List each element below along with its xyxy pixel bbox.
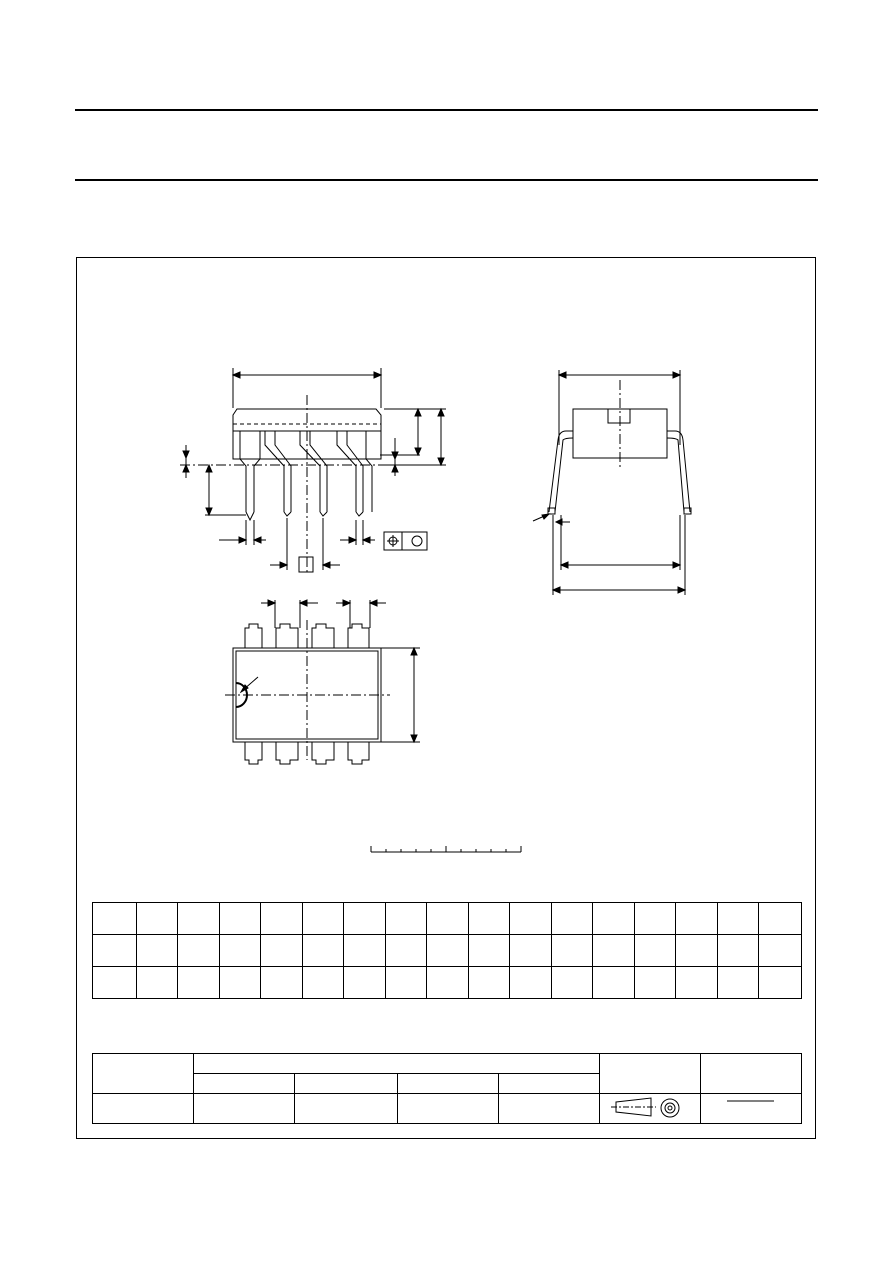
dimension-cell bbox=[427, 967, 469, 999]
top-view bbox=[225, 600, 420, 764]
dimension-cell bbox=[510, 967, 552, 999]
dimension-cell bbox=[93, 967, 137, 999]
scale-bar bbox=[371, 846, 521, 852]
dimension-cell bbox=[344, 935, 386, 967]
dimension-cell bbox=[759, 903, 802, 935]
dimension-cell bbox=[344, 903, 386, 935]
dimension-cell bbox=[178, 903, 220, 935]
side-view bbox=[533, 370, 691, 595]
dimension-cell bbox=[635, 967, 676, 999]
dimension-cell bbox=[261, 903, 303, 935]
dimension-cell bbox=[469, 935, 510, 967]
ref-blank-header bbox=[499, 1074, 600, 1094]
dimension-table bbox=[92, 902, 802, 999]
dimension-cell bbox=[93, 935, 137, 967]
dimension-cell bbox=[552, 967, 593, 999]
dimension-cell bbox=[427, 903, 469, 935]
dimension-cell bbox=[178, 967, 220, 999]
dimension-cell bbox=[178, 935, 220, 967]
dimension-cell bbox=[676, 903, 718, 935]
dimension-cell bbox=[137, 903, 178, 935]
dimension-cell bbox=[676, 935, 718, 967]
dimension-cell bbox=[220, 935, 261, 967]
dimension-cell bbox=[469, 903, 510, 935]
dimension-cell bbox=[303, 935, 344, 967]
jeita-header bbox=[398, 1074, 499, 1094]
dimension-cell bbox=[344, 967, 386, 999]
outline-version-header bbox=[93, 1054, 194, 1094]
dimension-cell bbox=[759, 935, 802, 967]
issue-date-cell bbox=[701, 1094, 802, 1124]
dimension-cell bbox=[303, 903, 344, 935]
dimension-cell bbox=[593, 967, 635, 999]
dimension-cell bbox=[137, 935, 178, 967]
front-view bbox=[180, 368, 446, 575]
dimension-cell bbox=[593, 935, 635, 967]
dimension-cell bbox=[386, 967, 427, 999]
dimension-cell bbox=[261, 967, 303, 999]
dimension-cell bbox=[261, 935, 303, 967]
dimension-cell bbox=[427, 935, 469, 967]
ref-blank-cell bbox=[499, 1094, 600, 1124]
issue-date-header bbox=[701, 1054, 802, 1094]
dimension-cell bbox=[220, 967, 261, 999]
dimension-cell bbox=[386, 903, 427, 935]
references-header bbox=[194, 1054, 600, 1074]
outline-version-cell bbox=[93, 1094, 194, 1124]
front-pins bbox=[240, 431, 372, 520]
dimension-cell bbox=[593, 903, 635, 935]
dimension-cell bbox=[718, 967, 759, 999]
dimension-cell bbox=[635, 935, 676, 967]
dimension-cell bbox=[137, 967, 178, 999]
dimension-cell bbox=[469, 967, 510, 999]
dimension-cell bbox=[718, 935, 759, 967]
iec-header bbox=[194, 1074, 295, 1094]
dimension-cell bbox=[718, 903, 759, 935]
jedec-header bbox=[295, 1074, 398, 1094]
dimension-cell bbox=[676, 967, 718, 999]
outline-version-table bbox=[92, 1053, 802, 1124]
dimension-cell bbox=[93, 903, 137, 935]
jedec-cell bbox=[295, 1094, 398, 1124]
dimension-cell bbox=[303, 967, 344, 999]
dimension-cell bbox=[510, 935, 552, 967]
jeita-cell bbox=[398, 1094, 499, 1124]
dimension-cell bbox=[510, 903, 552, 935]
european-projection-cell bbox=[600, 1094, 701, 1124]
iec-cell bbox=[194, 1094, 295, 1124]
dimension-cell bbox=[552, 903, 593, 935]
dimension-cell bbox=[552, 935, 593, 967]
dimension-cell bbox=[220, 903, 261, 935]
dimension-cell bbox=[759, 967, 802, 999]
european-projection-header bbox=[600, 1054, 701, 1094]
dimension-cell bbox=[635, 903, 676, 935]
dimension-cell bbox=[386, 935, 427, 967]
